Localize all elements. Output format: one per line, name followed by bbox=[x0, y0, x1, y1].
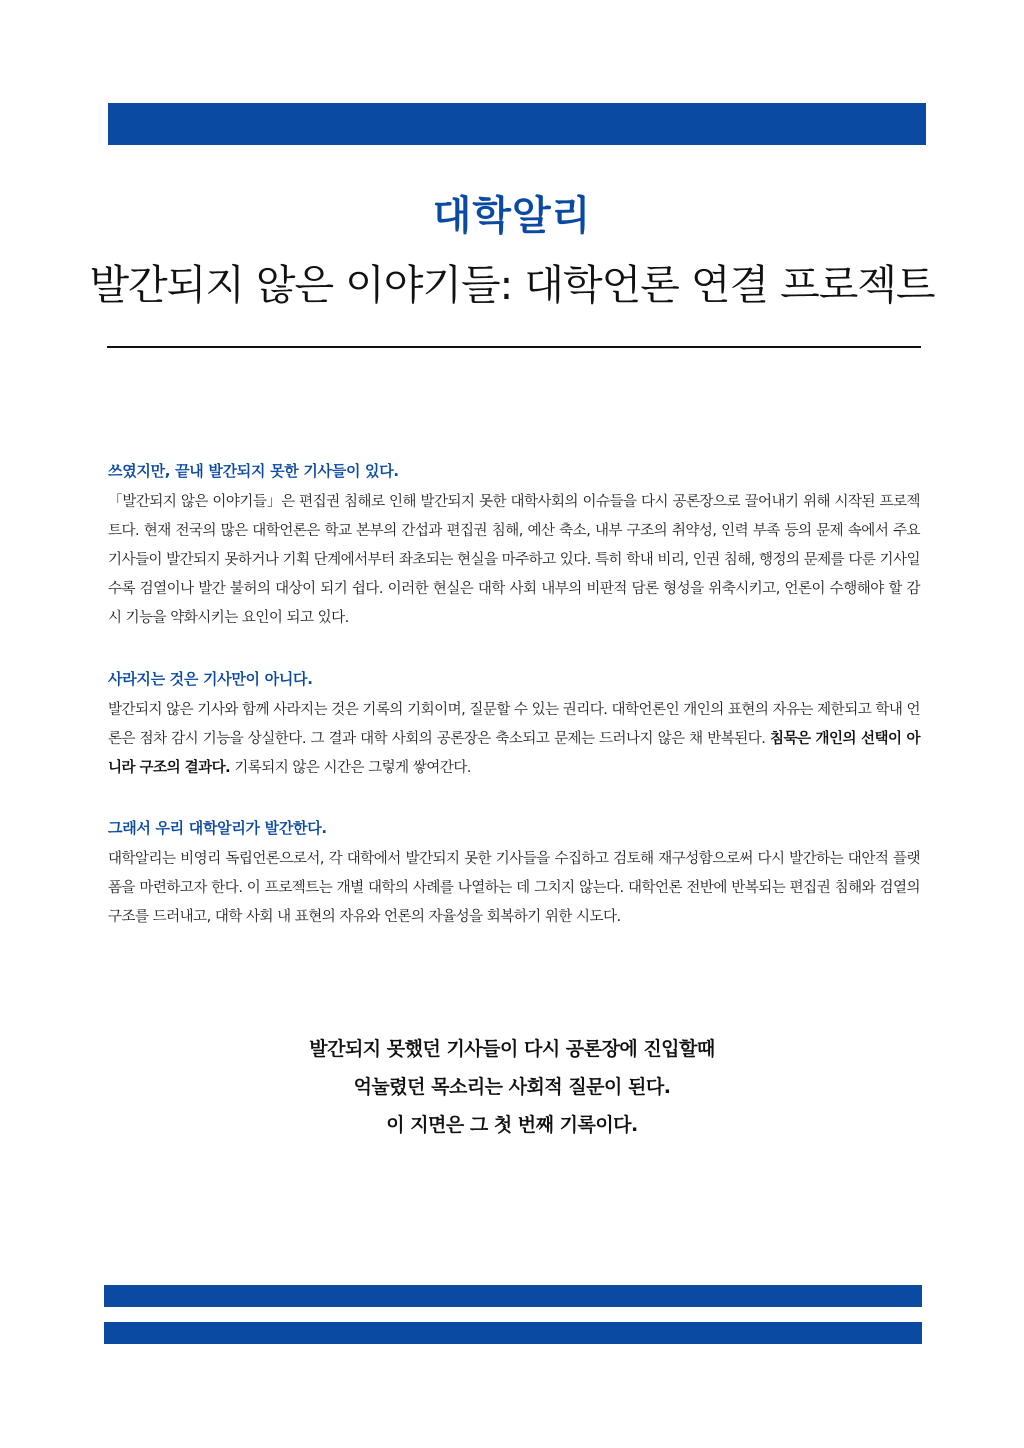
section-body: 「발간되지 않은 이야기들」은 편집권 침해로 인해 발간되지 못한 대학사회의 이슈들을 다시 공론장으로 끌어내기 위해 시작된 프로젝트다. 현재 전국의 많은 대학언론은 학교 본부의 간섭과 편집권 침해, 예산 축소, 내부 구조의 취약성, 인력 부족 등의 문제 속에서 주요 기사들이 발간되지 못하거나 기획 단계에서부터 좌초되는 현실을 마주하고 있다. 특히 학내 비리, 인권 침해, 행정의 문제를 다룬 기사일수록 검열이나 발간 불허의 대상이 되기 쉽다. 이러한 현실은 대학 사회 내부의 비판적 담론 형성을 위축시키고, 언론이 수행해야 할 감시 기능을 약화시키는 요인이 되고 있다. bbox=[108, 494, 920, 626]
title-divider bbox=[107, 346, 921, 348]
section-why-we-publish bbox=[108, 817, 920, 932]
closing-line: 발간되지 못했던 기사들이 다시 공론장에 진입할때 bbox=[309, 1038, 715, 1060]
closing-line: 억눌렸던 목소리는 사회적 질문이 된다. bbox=[353, 1076, 671, 1098]
section-body bbox=[108, 696, 920, 783]
closing-line: 이 지면은 그 첫 번째 기록이다. bbox=[386, 1114, 638, 1136]
body-text: 발간되지 않은 기사와 함께 사라지는 것은 기록의 기회이며, 질문할 수 있는 권리다. 대학언론인 개인의 표현의 자유는 제한되고 학내 언론은 점차 감시 기능을 상실한다. 그 결과 대학 사회의 공론장은 축소되고 문제는 드러나지 않은 채 반복된다. bbox=[108, 702, 920, 747]
page-title: 발간되지 않은 이야기들: 대학언론 연결 프로젝트 bbox=[89, 261, 935, 309]
section-heading: 사라지는 것은 기사만이 아니다. bbox=[108, 670, 313, 688]
section-heading: 쓰였지만, 끝내 발간되지 못한 기사들이 있다. bbox=[108, 462, 399, 480]
brand-title: 대학알리 bbox=[432, 193, 592, 239]
bottom-accent-bar bbox=[104, 1285, 922, 1307]
closing-statement bbox=[0, 1030, 1024, 1144]
bottom-accent-bar bbox=[104, 1322, 922, 1344]
section-unpublished-articles bbox=[108, 460, 920, 633]
emphasis-text: 침묵은 개인의 선택이 아니라 구조의 결과다. bbox=[108, 731, 920, 776]
body-text: 기록되지 않은 시간은 그렇게 쌓여간다. bbox=[230, 760, 471, 776]
section-body: 대학알리는 비영리 독립언론으로서, 각 대학에서 발간되지 못한 기사들을 수집하고 검토해 재구성함으로써 다시 발간하는 대안적 플랫폼을 마련하고자 한다. 이 프로젝트는 개별 대학의 사례를 나열하는 데 그치지 않는다. 대학언론 전반에 반복되는 편집권 침해와 검열의 구조를 드러내고, 대학 사회 내 표현의 자유와 언론의 자율성을 회복하기 위한 시도다. bbox=[108, 851, 920, 925]
section-heading: 그래서 우리 대학알리가 발간한다. bbox=[108, 819, 327, 837]
section-what-disappears bbox=[108, 668, 920, 783]
top-accent-bar bbox=[108, 103, 926, 145]
